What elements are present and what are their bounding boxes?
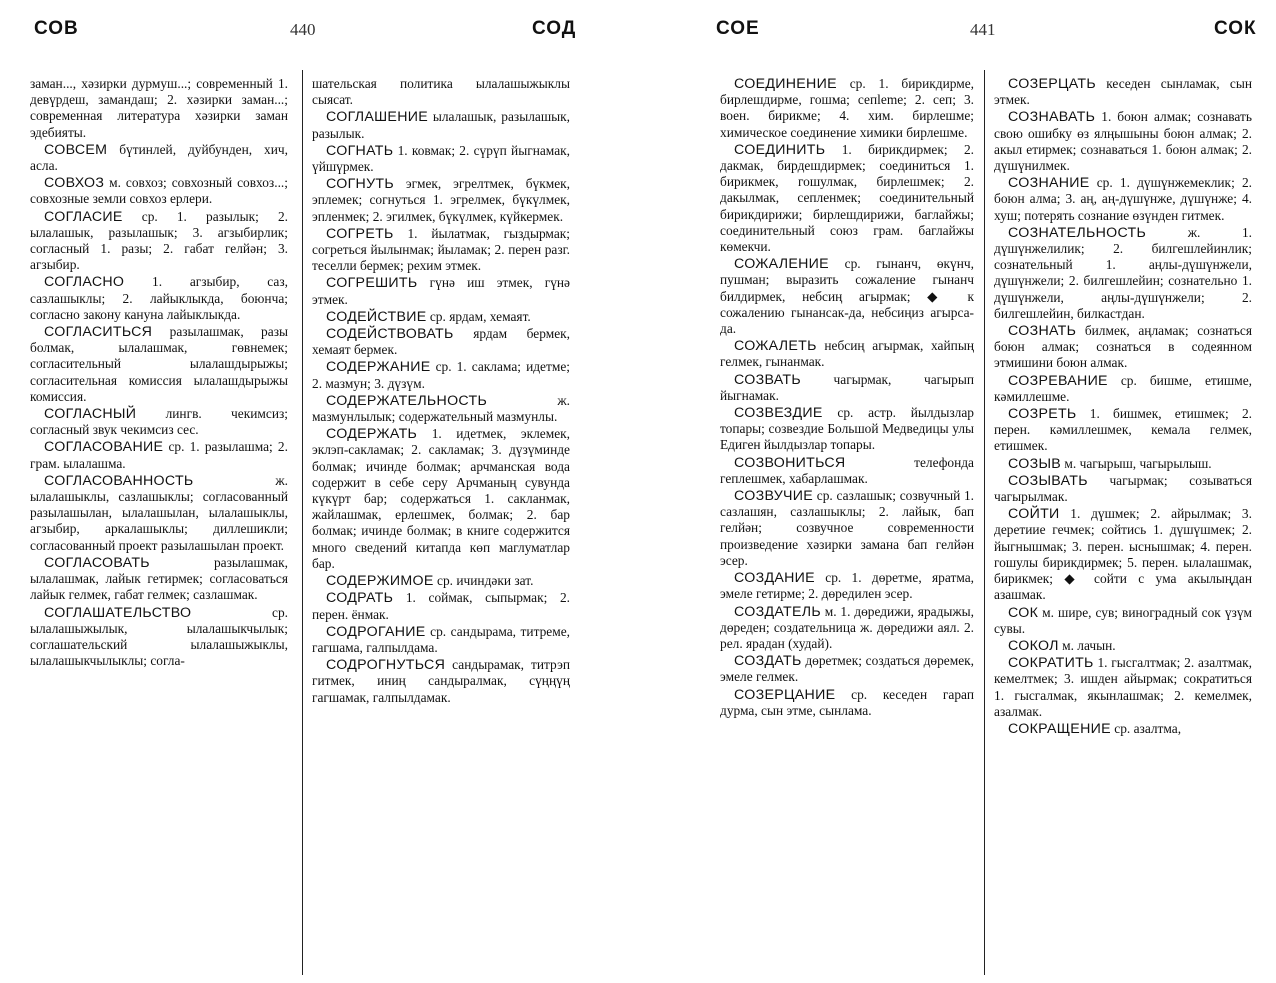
entry-definition: м. лачын. bbox=[1062, 637, 1116, 653]
dictionary-entry bbox=[994, 721, 1252, 737]
dictionary-entry bbox=[30, 76, 288, 141]
entry-headword: СОЗРЕВАНИЕ bbox=[1008, 372, 1108, 389]
entry-headword: СОЗВАТЬ bbox=[734, 371, 801, 388]
entry-definition: 1. ковмак; 2. сүрүп йыгнамак, үйшүрмек. bbox=[312, 142, 570, 175]
entry-definition: чагырмак; созываться чагырылмак. bbox=[994, 472, 1252, 505]
left-running-head-end: СОД bbox=[532, 18, 577, 39]
entry-definition: 1. идетмек, эклемек, эклэп-сакламак; 2. сакламак; 3. дүзүминде болмак; ичинде болмак; арчманская вода содержит в себе серу Арчманың сувунда күкүрт бар; содержаться 1. сакланмак, жайлашмак, ерлешмек, болмак; 2. бар болмак; ичинде болмак; в книге содержится много сведений китапда көп маглуматлар бар. bbox=[312, 426, 570, 571]
dictionary-entry bbox=[312, 76, 570, 108]
dictionary-entry bbox=[312, 143, 570, 175]
dictionary-entry bbox=[312, 109, 570, 141]
entry-definition: ср. гынанч, өкүнч, пушман; выразить сожаление гынанч билдирмек, небсиң агырмак; ◆ к сожалению гынансак-да, небсиңиз агырса-да. bbox=[720, 256, 974, 337]
entry-definition: ж. 1. дүшүнжелилик; 2. билгешлейинлик; сознательный 1. аңлы-дүшүнжели, дүшүнжели; 2. билгешлейин; сознательно 1. дүшүнжели, аңлы-дүшүнжели; 2. билгешлейин, билкастдан. bbox=[994, 224, 1252, 321]
entry-headword: СОЗЕРЦАНИЕ bbox=[734, 686, 836, 703]
dictionary-entry bbox=[720, 76, 974, 141]
dictionary-entry bbox=[312, 573, 570, 589]
entry-headword: СОЗНАНИЕ bbox=[1008, 175, 1090, 192]
right-running-head: СОЕ bbox=[716, 18, 760, 39]
entry-headword: СОГРЕШИТЬ bbox=[326, 275, 418, 292]
entry-headword: СОКРАЩЕНИЕ bbox=[1008, 720, 1111, 737]
dictionary-entry bbox=[994, 76, 1252, 108]
entry-definition: 1. дүшмек; 2. айрылмак; 3. деретиие гечмек; сойтись 1. дүшүшмек; 2. йыгнышмак; 3. перен. ыснышмак; 4. перен. гошулы бирикдирмек; 5. перен. ылалашмак, бирикмек; ◆ сойти с ума акылыңдан азашмак. bbox=[994, 506, 1252, 603]
dictionary-entry bbox=[994, 323, 1252, 372]
entry-headword: СОКРАТИТЬ bbox=[1008, 655, 1094, 672]
left-column-2 bbox=[312, 76, 570, 976]
entry-headword: СОДЕРЖАТЬ bbox=[326, 426, 418, 443]
entry-definition: 1. бирикдирмек; 2. дакмак, бирдешдирмек; соединиться 1. бирикмек, гошулмак, бирлешмек; 2. дакылмак, сепленмек; соединительный бирикдирижи; бирлешдирижи, баглайжы; соединительный союз грам. баглайжы көмекчи. bbox=[720, 141, 974, 255]
entry-definition: ср. 1. дүшүнжемеклик; 2. боюн алма; 3. аң, аң-дүшүнже, дүшүнже; 4. хуш; потерять сознание өзүнден гитмек. bbox=[994, 175, 1252, 223]
dictionary-entry bbox=[720, 604, 974, 653]
dictionary-entry bbox=[30, 406, 288, 438]
entry-definition: шательская политика ылалашыжыклы сыясат. bbox=[312, 76, 570, 108]
dictionary-entry bbox=[312, 309, 570, 325]
entry-headword: СОЗНАТЕЛЬНОСТЬ bbox=[1008, 224, 1147, 241]
entry-headword: СОЖАЛЕНИЕ bbox=[734, 256, 829, 273]
entry-definition: м. совхоз; совхозный совхоз...; совхозные земли совхоз ерлери. bbox=[30, 175, 288, 207]
left-page bbox=[0, 0, 620, 983]
dictionary-entry bbox=[720, 570, 974, 602]
entry-definition: 1. йылатмак, гыздырмак; согреться йылынмак; йыламак; 2. перен разг. теселли бермек; рехим этмек. bbox=[312, 225, 570, 274]
entry-definition: ср. 1. дөретме, яратма, эмеле гетирме; 2. дөредилен эсер. bbox=[720, 570, 974, 602]
entry-definition: ср. 1. сакламa; идетме; 2. мазмун; 3. дүзүм. bbox=[312, 359, 570, 391]
dictionary-entry bbox=[994, 373, 1252, 405]
entry-definition: 1. бишмек, етишмек; 2. перен. кәмиллешмек, кемала гелмек, етишмек. bbox=[994, 406, 1252, 454]
entry-definition: ср. 1. бирикдирме, бирлешдирме, гошма; сепleme; 2. сеп; 3. воен. бирикме; 4. хим. бирлешме; химическое соединение химики бирлешме. bbox=[720, 76, 974, 140]
entry-definition: м. 1. дөредижи, ярадыжы, дөреден; создательница ж. дөредижи аял. 2. рел. ярадан (худай). bbox=[720, 603, 974, 651]
entry-headword: СОЗВУЧИЕ bbox=[734, 488, 814, 505]
dictionary-entry bbox=[994, 225, 1252, 322]
entry-definition: чагырмак, чагырып йыгнамак. bbox=[720, 371, 974, 403]
entry-definition: эгмек, эгрелтмек, бүкмек, эплемек; согнуться 1. эгрелмек, бүкүлмек, эпленмек; 2. эгилмек, бүкүлмек, күйкермек. bbox=[312, 176, 570, 224]
entry-headword: СОДЕРЖАНИЕ bbox=[326, 359, 431, 376]
entry-headword: СОГНАТЬ bbox=[326, 142, 394, 159]
column-divider bbox=[984, 70, 985, 975]
dictionary-entry bbox=[720, 405, 974, 454]
entry-definition: 1. соймак, сыпырмак; 2. перен. ёнмак. bbox=[312, 590, 570, 622]
entry-definition: кеседен сынламак, сын этмек. bbox=[994, 76, 1252, 108]
entry-headword: СОДЕЙСТВИЕ bbox=[326, 308, 427, 325]
dictionary-entry bbox=[312, 275, 570, 307]
dictionary-entry bbox=[994, 638, 1252, 654]
entry-definition: заман..., хәзирки дурмуш...; современный 1. девүрдеш, замандаш; 2. хәзирки заман...; современная литература хәзирки заман эдебияты. bbox=[30, 76, 288, 140]
entry-headword: СОЗДАТЬ bbox=[734, 653, 802, 670]
entry-headword: СОДЕРЖАТЕЛЬНОСТЬ bbox=[326, 392, 488, 409]
entry-definition: ярдам бермек, хемаят бермек. bbox=[312, 326, 570, 358]
entry-headword: СОКОЛ bbox=[1008, 637, 1059, 654]
entry-headword: СОГЛАСОВАНИЕ bbox=[44, 439, 164, 456]
entry-definition: лингв. чекимсиз; согласный звук чекимсиз сес. bbox=[30, 406, 288, 438]
dictionary-entry bbox=[994, 506, 1252, 603]
left-column-1 bbox=[30, 76, 288, 976]
entry-headword: СОГЛАШЕНИЕ bbox=[326, 109, 428, 126]
dictionary-entry bbox=[312, 624, 570, 656]
entry-definition: разылашмак, разы болмак, ылалашмак, гөвнемек; согласительный ылалашдырыжы; согласительная комиссия ылалашдырыжы комиссия. bbox=[30, 324, 288, 404]
dictionary-entry bbox=[30, 175, 288, 207]
left-running-head: СОВ bbox=[34, 18, 79, 39]
entry-definition: м. чагырыш, чагырылыш. bbox=[1064, 455, 1212, 471]
left-page-number: 440 bbox=[290, 20, 316, 39]
entry-headword: СОЗНАВАТЬ bbox=[1008, 109, 1096, 126]
entry-definition: ср. бишме, етишме, кәмиллешме. bbox=[994, 372, 1252, 404]
entry-definition: ж. ылалашыклы, сазлашыклы; согласованный разылашылан, ылалашылан, ылалашыклы, агзыбир, аркалашыклы; диллешикли; согласованный проект разылашылан проект. bbox=[30, 472, 288, 553]
entry-headword: СОГЛАШАТЕЛЬСТВО bbox=[44, 604, 192, 621]
entry-definition: ылалашык, разылашык, разылык. bbox=[312, 109, 570, 141]
entry-headword: СОДЕЙСТВОВАТЬ bbox=[326, 326, 454, 343]
dictionary-entry bbox=[994, 473, 1252, 505]
entry-definition: ср. кеседен гарап дурма, сын этме, сынлама. bbox=[720, 686, 974, 718]
entry-definition: ср. ылалашыжылык, ылалашыкчылык; соглашательский ылалашыжыклы, ылалашыкчылыклы; согла- bbox=[30, 604, 288, 669]
entry-definition: ср. азалтма, bbox=[1114, 720, 1182, 736]
dictionary-entry bbox=[312, 176, 570, 225]
dictionary-entry bbox=[312, 590, 570, 622]
dictionary-entry bbox=[720, 455, 974, 487]
entry-headword: СОГЛАСИТЬСЯ bbox=[44, 324, 153, 341]
entry-definition: 1. боюн алмак; сознавать свою ошибку өз ялңышыны боюн алмак; 2. акыл етирмек; сознаваться 1. боюн алмак; 2. дүшүнилмек. bbox=[994, 109, 1252, 174]
entry-headword: СОДРОГНУТЬСЯ bbox=[326, 657, 446, 674]
dictionary-entry bbox=[720, 142, 974, 255]
dictionary-entry bbox=[720, 256, 974, 337]
entry-headword: СОЗЫВ bbox=[1008, 455, 1062, 472]
entry-definition: ср. сандырама, титреме, гагшама, галпылдама. bbox=[312, 623, 570, 655]
dictionary-entry bbox=[30, 473, 288, 554]
entry-headword: СОЗВОНИТЬСЯ bbox=[734, 454, 846, 471]
column-divider bbox=[302, 70, 303, 975]
dictionary-entry bbox=[720, 687, 974, 719]
dictionary-entry bbox=[30, 324, 288, 405]
dictionary-entry bbox=[720, 488, 974, 569]
entry-headword: СОДЕРЖИМОЕ bbox=[326, 573, 434, 590]
dictionary-entry bbox=[30, 605, 288, 670]
dictionary-entry bbox=[720, 372, 974, 404]
dictionary-entry bbox=[994, 605, 1252, 637]
dictionary-entry bbox=[312, 426, 570, 572]
dictionary-entry bbox=[312, 226, 570, 275]
entry-definition: ср. ичиндәки зат. bbox=[437, 573, 534, 589]
entry-headword: СОЗВЕЗДИЕ bbox=[734, 405, 823, 422]
dictionary-entry bbox=[994, 655, 1252, 720]
entry-definition: ср. ярдам, хемаят. bbox=[429, 308, 531, 324]
dictionary-entry bbox=[30, 555, 288, 604]
entry-definition: бүтинлей, дуйбунден, хич, асла. bbox=[30, 141, 288, 174]
entry-headword: СОГРЕТЬ bbox=[326, 225, 394, 242]
entry-headword: СОГНУТЬ bbox=[326, 176, 394, 193]
entry-headword: СОК bbox=[1008, 604, 1039, 621]
dictionary-entry bbox=[720, 338, 974, 370]
entry-definition: ср. 1. разылык; 2. ылалашык, разылашык; 3. агзыбирлик; согласный 1. разы; 2. габат гелйән; 3. агзыбир. bbox=[30, 208, 288, 273]
entry-headword: СОЗДАТЕЛЬ bbox=[734, 603, 821, 620]
entry-definition: дөретмек; создаться дөремек, эмеле гелмек. bbox=[720, 653, 974, 685]
entry-headword: СОЕДИНЕНИЕ bbox=[734, 76, 837, 92]
entry-headword: СОЗНАТЬ bbox=[1008, 323, 1077, 340]
dictionary-entry bbox=[30, 274, 288, 323]
right-page bbox=[690, 0, 1276, 983]
dictionary-entry bbox=[30, 209, 288, 274]
dictionary-entry bbox=[994, 406, 1252, 455]
dictionary-entry bbox=[312, 657, 570, 706]
dictionary-entry bbox=[30, 142, 288, 174]
right-page-number: 441 bbox=[970, 20, 996, 39]
entry-definition: ж. мазмунлылык; содержательный мазмунлы. bbox=[312, 392, 570, 425]
entry-definition: 1. агзыбир, саз, сазлашыклы; 2. лайыклыкда, боюнча; согласно закону канунa лайыклыкда. bbox=[30, 274, 288, 322]
dictionary-entry bbox=[312, 359, 570, 391]
entry-headword: СОВХОЗ bbox=[44, 175, 105, 192]
entry-definition: м. шире, сув; виноградный сок үзүм сувы. bbox=[994, 604, 1252, 636]
dictionary-entry bbox=[312, 326, 570, 358]
entry-definition: небсиң агырмак, хайпың гелмек, гынанмак. bbox=[720, 338, 974, 370]
entry-headword: СОГЛАСИЕ bbox=[44, 208, 123, 225]
entry-headword: СОЙТИ bbox=[1008, 506, 1060, 523]
entry-headword: СОЗРЕТЬ bbox=[1008, 406, 1077, 423]
right-running-head-end: СОК bbox=[1214, 18, 1257, 39]
entry-definition: сандырамак, титрэп гитмек, иниң сандыралмак, сүңңүң гагшамак, галпылдамак. bbox=[312, 657, 570, 705]
entry-headword: СОЗДАНИЕ bbox=[734, 570, 815, 587]
entry-headword: СОВСЕМ bbox=[44, 141, 108, 158]
entry-headword: СОЖАЛЕТЬ bbox=[734, 338, 817, 355]
entry-headword: СОГЛАСНО bbox=[44, 274, 125, 291]
dictionary-entry bbox=[720, 653, 974, 685]
right-column-1 bbox=[720, 76, 974, 976]
entry-headword: СОГЛАСОВАТЬ bbox=[44, 554, 150, 571]
entry-definition: билмек, аңламак; сознаться боюн алмак; сознаться в содеянном этмишини боюн алмак. bbox=[994, 323, 1252, 371]
entry-headword: СОДРАТЬ bbox=[326, 590, 394, 607]
dictionary-entry bbox=[994, 175, 1252, 224]
entry-headword: СОЗЫВАТЬ bbox=[1008, 472, 1088, 489]
right-column-2 bbox=[994, 76, 1252, 976]
dictionary-entry bbox=[312, 393, 570, 425]
entry-headword: СОЕДИНИТЬ bbox=[734, 141, 826, 158]
dictionary-entry bbox=[994, 109, 1252, 174]
entry-headword: СОДРОГАНИЕ bbox=[326, 623, 426, 640]
entry-definition: 1. гысгалтмак; 2. азалтмак, кемелтмек; 3. ишден айырмак; сократиться 1. гысгалмак, якынлашмак; 2. кемелмек, азалмак. bbox=[994, 655, 1252, 719]
entry-definition: ср. сазлашык; созвучный 1. сазлашян, сазлашыклы; 2. лайык, бап гелйән; созвучное современности произведение хәзирки замана бап гелйән эсер. bbox=[720, 488, 974, 568]
entry-headword: СОГЛАСОВАННОСТЬ bbox=[44, 472, 194, 489]
entry-definition: телефонда геплешмек, хабарлашмак. bbox=[720, 454, 974, 486]
entry-definition: ср. астр. йылдызлар топары; созвездие Большой Медведицы улы Едиген йылдызлар топары. bbox=[720, 405, 974, 453]
entry-headword: СОЗЕРЦАТЬ bbox=[1008, 76, 1096, 92]
entry-definition: ср. 1. разылашма; 2. грам. ылалашма. bbox=[30, 439, 288, 471]
dictionary-entry bbox=[994, 456, 1252, 472]
dictionary-entry bbox=[30, 439, 288, 471]
entry-definition: разылашмак, ылалашмак, лайык гетирмек; согласоваться лайык гелмек, габат гелмек; сазлашмак. bbox=[30, 554, 288, 603]
entry-headword: СОГЛАСНЫЙ bbox=[44, 406, 137, 423]
entry-definition: гүнә иш этмек, гүнә этмек. bbox=[312, 275, 570, 307]
